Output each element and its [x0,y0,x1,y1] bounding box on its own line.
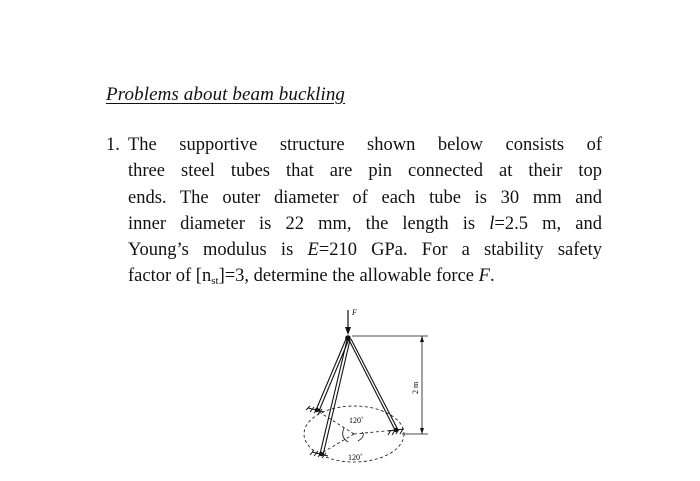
page-heading: Problems about beam buckling [106,84,346,105]
force-symbol: F [478,266,490,287]
problem-line-1: The supportive structure shown below consists of [128,135,602,155]
safety-factor-subscript: st [211,275,219,288]
tripod-figure [292,302,442,474]
support-pin-left [315,408,319,412]
length-symbol: l [489,213,495,234]
angle-label-2: 120˚ [348,453,363,462]
support-pin-right [394,428,398,432]
problem-line-5: Young’s modulus is E=210 GPa. For a stability safety [128,240,602,261]
tube-legs [316,339,398,455]
height-label: 2 m [411,381,420,394]
force-label: F [352,308,357,317]
problem-1 [106,132,602,290]
support-pin-front [319,452,323,456]
problem-line-4: inner diameter is 22 mm, the length is l=2.5 m, and [128,213,602,234]
problem-line-3: ends. The outer diameter of each tube is 30 mm and [128,187,602,208]
modulus-symbol: E [307,240,319,261]
problem-line-6: factor of $[n_{st}]=3$, determine the allowable force F. [128,266,495,288]
problem-line-2: three steel tubes that are pin connected at their top [128,161,602,182]
problem-number: 1. [106,135,120,155]
force-arrowhead [345,327,351,335]
tripod-diagram [292,302,442,474]
angle-label-1: 120˚ [349,416,364,425]
